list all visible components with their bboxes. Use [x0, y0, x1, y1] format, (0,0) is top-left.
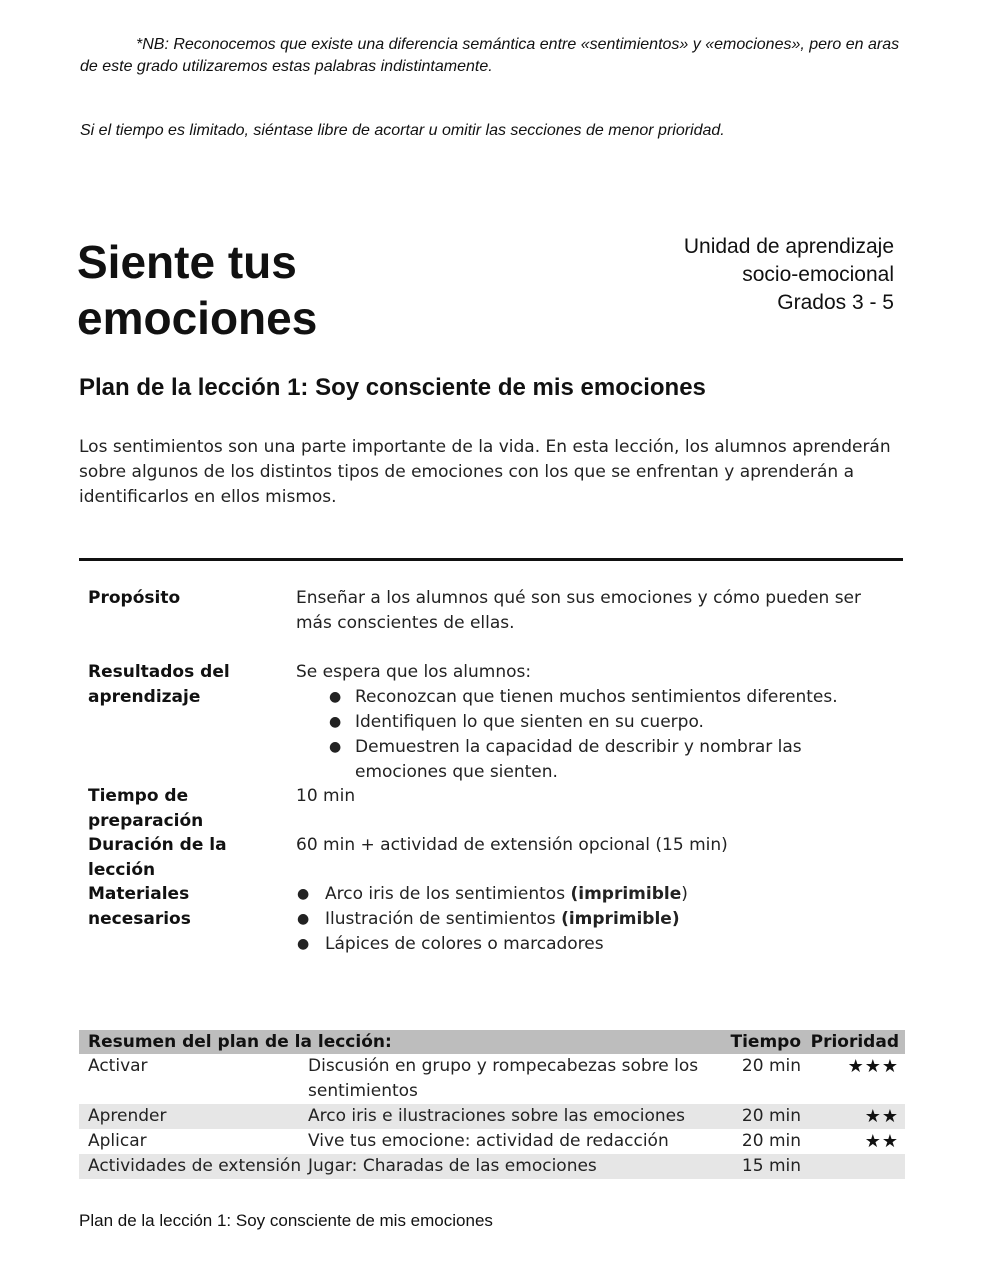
materials-value	[296, 882, 896, 957]
outcomes-label	[88, 660, 288, 710]
list-item	[296, 932, 896, 957]
list-item	[296, 882, 896, 907]
list-item	[296, 907, 896, 932]
activity-cell: Discusión en grupo y rompecabezas sobre los sentimientos	[308, 1056, 699, 1101]
outcomes-value	[296, 660, 896, 785]
prep-time-value: 10 min	[296, 786, 356, 806]
priority-stars: ★★	[864, 1131, 899, 1152]
priority-stars: ★★	[864, 1106, 899, 1127]
activity-cell: Vive tus emocione: actividad de redacción	[308, 1131, 669, 1151]
header-priority: Prioridad	[810, 1032, 899, 1052]
phase-cell: Activar	[88, 1056, 148, 1076]
purpose-label: Propósito	[88, 588, 181, 608]
outcomes-label-line-2: aprendizaje	[88, 687, 201, 707]
page-footer: Plan de la lección 1: Soy consciente de mis emociones	[79, 1211, 493, 1230]
lesson-summary-table	[79, 1030, 905, 1179]
list-item: ● Demuestren la capacidad de describir y nombrar las emociones que sienten.	[296, 735, 850, 785]
material-suffix: )	[681, 884, 688, 904]
table-row	[79, 1054, 905, 1104]
lesson-heading: Plan de la lección 1: Soy consciente de mis emociones	[79, 374, 706, 401]
activity-cell: Jugar: Charadas de las emociones	[308, 1156, 597, 1176]
duration-value: 60 min + actividad de extensión opcional (15 min)	[296, 835, 728, 855]
phase-cell: Actividades de extensión	[88, 1156, 302, 1176]
prep-label-line-2: preparación	[88, 811, 204, 831]
activity-cell: Arco iris e ilustraciones sobre las emociones	[308, 1106, 685, 1126]
title-line-2: emociones	[77, 292, 318, 344]
time-cell: 20 min	[741, 1056, 801, 1076]
nb-note: *NB: Reconocemos que existe una diferencia semántica entre «sentimientos» y «emociones», pero en aras de este grado utilizaremos estas palabras indistintamente.	[80, 36, 900, 75]
unit-line-1: Unidad de aprendizaje	[683, 235, 894, 258]
material-text: Ilustración de sentimientos	[325, 909, 562, 929]
prep-time-label	[88, 784, 288, 834]
time-cell: 20 min	[741, 1106, 801, 1126]
time-note: Si el tiempo es limitado, siéntase libre de acortar u omitir las secciones de menor prioridad.	[80, 122, 725, 139]
materials-list	[296, 882, 896, 957]
purpose-value: Enseñar a los alumnos qué son sus emociones y cómo pueden ser más conscientes de ellas.	[296, 588, 862, 633]
outcomes-intro: Se espera que los alumnos:	[296, 662, 532, 682]
table-row	[79, 1154, 905, 1179]
intro-paragraph: Los sentimientos son una parte importante de la vida. En esta lección, los alumnos aprenderán sobre algunos de los distintos tipos de emociones con los que se enfrentan y aprenderán a identificarlos en ellos mismos.	[79, 437, 891, 507]
material-text: Arco iris de los sentimientos	[325, 884, 571, 904]
grade-range: Grados 3 - 5	[777, 291, 894, 314]
list-item: ● Identifiquen lo que sienten en su cuerpo.	[296, 710, 896, 735]
page-title	[77, 234, 497, 346]
unit-info	[684, 233, 894, 317]
title-line-1: Siente tus	[77, 236, 297, 288]
material-printable: (imprimible)	[561, 909, 680, 929]
phase-cell: Aprender	[88, 1106, 167, 1126]
outcomes-label-line-1: Resultados del	[88, 662, 230, 682]
table-row	[79, 1104, 905, 1129]
materials-label: Materiales necesarios	[88, 884, 191, 929]
header-section: Resumen del plan de la lección:	[88, 1032, 392, 1052]
unit-line-2: socio-emocional	[742, 263, 894, 286]
table-header	[79, 1030, 905, 1054]
prep-label-line-1: Tiempo de	[88, 786, 189, 806]
material-printable: (imprimible	[570, 884, 682, 904]
section-divider	[79, 558, 903, 561]
header-time: Tiempo	[730, 1032, 801, 1052]
time-cell: 15 min	[741, 1156, 801, 1176]
table-row	[79, 1129, 905, 1154]
time-cell: 20 min	[741, 1131, 801, 1151]
material-text: Lápices de colores o marcadores	[325, 934, 604, 954]
list-item: ● Reconozcan que tienen muchos sentimientos diferentes.	[296, 685, 896, 710]
priority-stars: ★★★	[847, 1056, 899, 1077]
outcomes-list	[296, 685, 896, 785]
duration-label: Duración de la lección	[88, 835, 227, 880]
phase-cell: Aplicar	[88, 1131, 147, 1151]
